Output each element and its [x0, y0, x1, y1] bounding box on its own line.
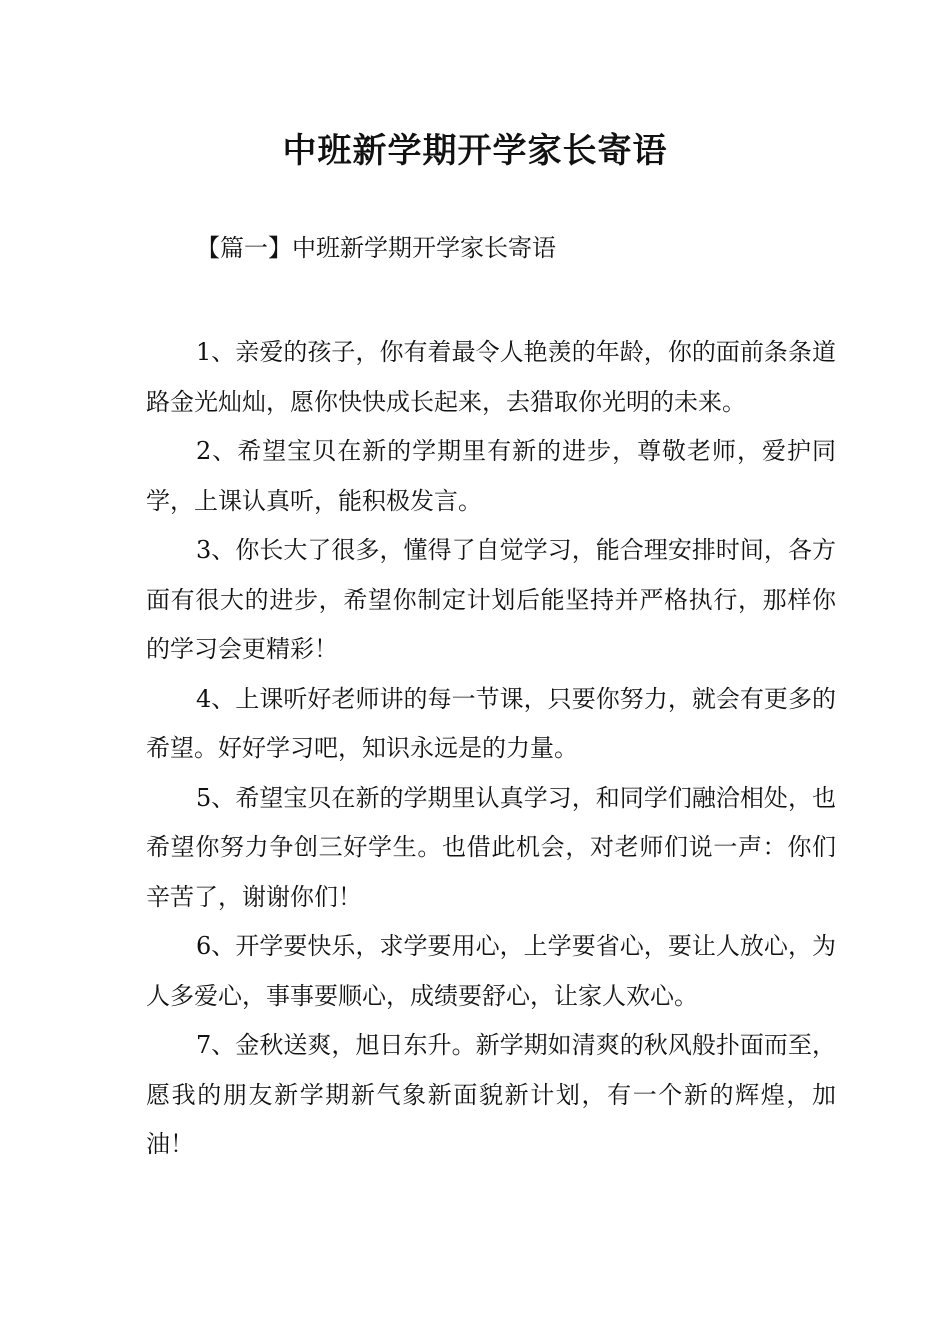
paragraph-7: 7、金秋送爽，旭日东升。新学期如清爽的秋风般扑面而至，愿我的朋友新学期新气象新面貌新计划，有一个新的辉煌，加油！ — [146, 1031, 836, 1158]
paragraph-2: 2、希望宝贝在新的学期里有新的进步，尊敬老师，爱护同学，上课认真听，能积极发言。 — [146, 437, 836, 515]
paragraph-6: 6、开学要快乐，求学要用心，上学要省心，要让人放心，为人多爱心，事事要顺心，成绩要舒心，让家人欢心。 — [146, 932, 836, 1010]
paragraph-5: 5、希望宝贝在新的学期里认真学习，和同学们融洽相处，也希望你努力争创三好学生。也借此机会，对老师们说一声：你们辛苦了，谢谢你们！ — [146, 783, 836, 911]
document-body — [146, 328, 836, 1170]
paragraph-1: 1、亲爱的孩子，你有着最令人艳羡的年龄，你的面前条条道路金光灿灿，愿你快快成长起来，去猎取你光明的未来。 — [146, 338, 836, 416]
paragraph-4: 4、上课听好老师讲的每一节课，只要你努力，就会有更多的希望。好好学习吧，知识永远是的力量。 — [146, 684, 836, 762]
paragraph-3: 3、你长大了很多，懂得了自觉学习，能合理安排时间，各方面有很大的进步，希望你制定计划后能坚持并严格执行，那样你的学习会更精彩！ — [146, 536, 836, 663]
document-title: 中班新学期开学家长寄语 — [282, 131, 668, 171]
section-heading: 【篇一】中班新学期开学家长寄语 — [196, 234, 556, 262]
